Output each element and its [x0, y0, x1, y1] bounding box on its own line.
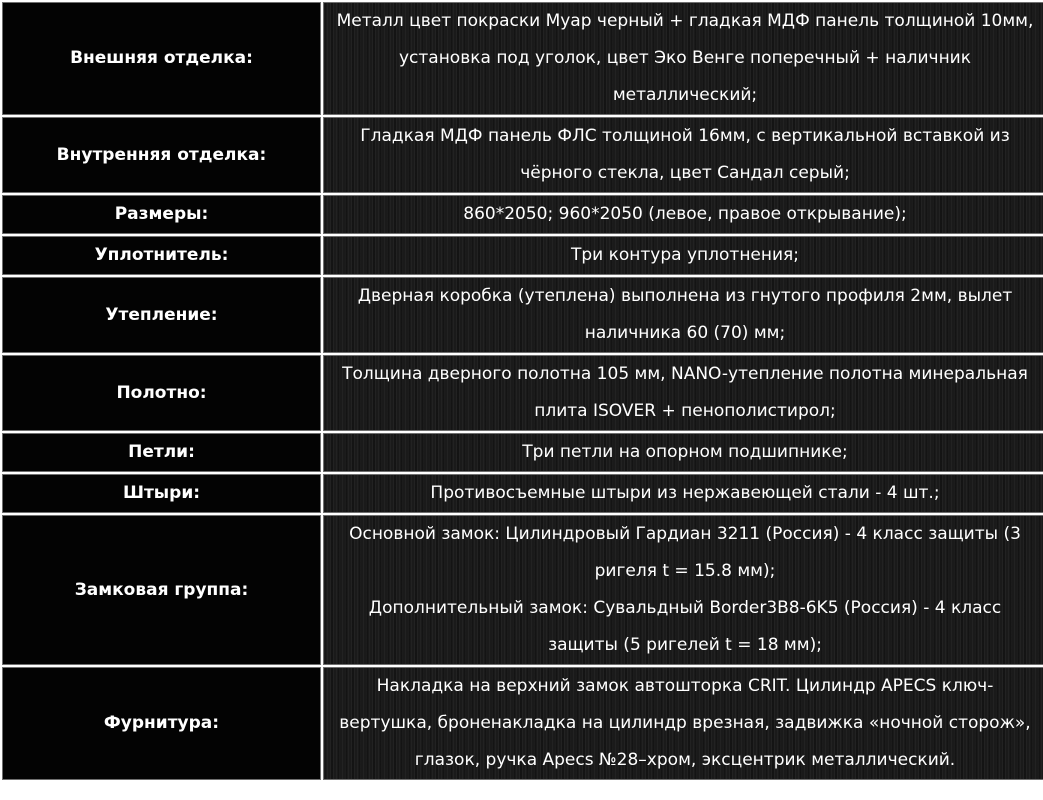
spec-label: Внутренняя отделка:	[2, 117, 321, 193]
spec-label: Уплотнитель:	[2, 236, 321, 275]
spec-value	[323, 2, 1043, 115]
spec-value-line: 860*2050; 960*2050 (левое, правое открывание);	[463, 204, 907, 224]
spec-value-line: Противосъемные штыри из нержавеющей стали - 4 шт.;	[430, 483, 940, 503]
spec-value-line: Дополнительный замок: Сувальдный Border3B8-6K5 (Россия) - 4 класс	[368, 598, 1002, 618]
spec-value-line: Три контура уплотнения;	[570, 245, 800, 265]
spec-value-line: ригеля t = 15.8 мм);	[594, 561, 776, 581]
spec-value-line: плита ISOVER + пенополистирол;	[534, 401, 836, 421]
spec-label: Петли:	[2, 433, 321, 472]
spec-value	[323, 117, 1043, 193]
spec-row-door-leaf	[2, 355, 1043, 431]
spec-value-line: металлический;	[612, 85, 758, 105]
spec-value	[323, 474, 1043, 513]
spec-value-line: Гладкая МДФ панель ФЛС толщиной 16мм, с вертикальной вставкой из	[360, 126, 1010, 146]
spec-value-line: Дверная коробка (утеплена) выполнена из гнутого профиля 2мм, вылет	[357, 286, 1013, 306]
spec-row-dimensions	[2, 195, 1043, 234]
spec-label: Утепление:	[2, 277, 321, 353]
spec-value	[323, 433, 1043, 472]
spec-label: Замковая группа:	[2, 515, 321, 665]
spec-label: Фурнитура:	[2, 667, 321, 780]
spec-value-line: Металл цвет покраски Муар черный + гладкая МДФ панель толщиной 10мм,	[336, 11, 1034, 31]
spec-value-line: наличника 60 (70) мм;	[584, 323, 786, 343]
spec-row-hinges	[2, 433, 1043, 472]
spec-value-line: чёрного стекла, цвет Сандал серый;	[520, 163, 850, 183]
spec-label: Внешняя отделка:	[2, 2, 321, 115]
spec-value	[323, 195, 1043, 234]
spec-value	[323, 667, 1043, 780]
spec-value-line: защиты (5 ригелей t = 18 мм);	[548, 635, 822, 655]
spec-row-insulation	[2, 277, 1043, 353]
spec-value-line: установка под уголок, цвет Эко Венге поперечный + наличник	[398, 48, 972, 68]
spec-value	[323, 236, 1043, 275]
spec-label: Штыри:	[2, 474, 321, 513]
spec-row-interior-finish	[2, 117, 1043, 193]
spec-label: Полотно:	[2, 355, 321, 431]
spec-value-line: глазок, ручка Apecs №28–хром, эксцентрик металлический.	[414, 750, 956, 770]
spec-row-hardware	[2, 667, 1043, 780]
spec-value	[323, 355, 1043, 431]
spec-row-seal	[2, 236, 1043, 275]
spec-value-line: Толщина дверного полотна 105 мм, NANO-утепление полотна минеральная	[342, 364, 1028, 384]
spec-value	[323, 277, 1043, 353]
specifications-table-body	[2, 2, 1043, 780]
spec-value	[323, 515, 1043, 665]
spec-value-line: Накладка на верхний замок автошторка CRIT. Цилиндр APECS ключ-	[376, 676, 994, 696]
spec-row-lock-group	[2, 515, 1043, 665]
spec-row-pins	[2, 474, 1043, 513]
spec-value-line: вертушка, броненакладка на цилиндр врезная, задвижка «ночной сторож»,	[339, 713, 1031, 733]
spec-value-line: Три петли на опорном подшипнике;	[522, 442, 848, 462]
spec-label: Размеры:	[2, 195, 321, 234]
spec-row-exterior-finish	[2, 2, 1043, 115]
spec-value-line: Основной замок: Цилиндровый Гардиан 3211 (Россия) - 4 класс защиты (3	[349, 524, 1021, 544]
